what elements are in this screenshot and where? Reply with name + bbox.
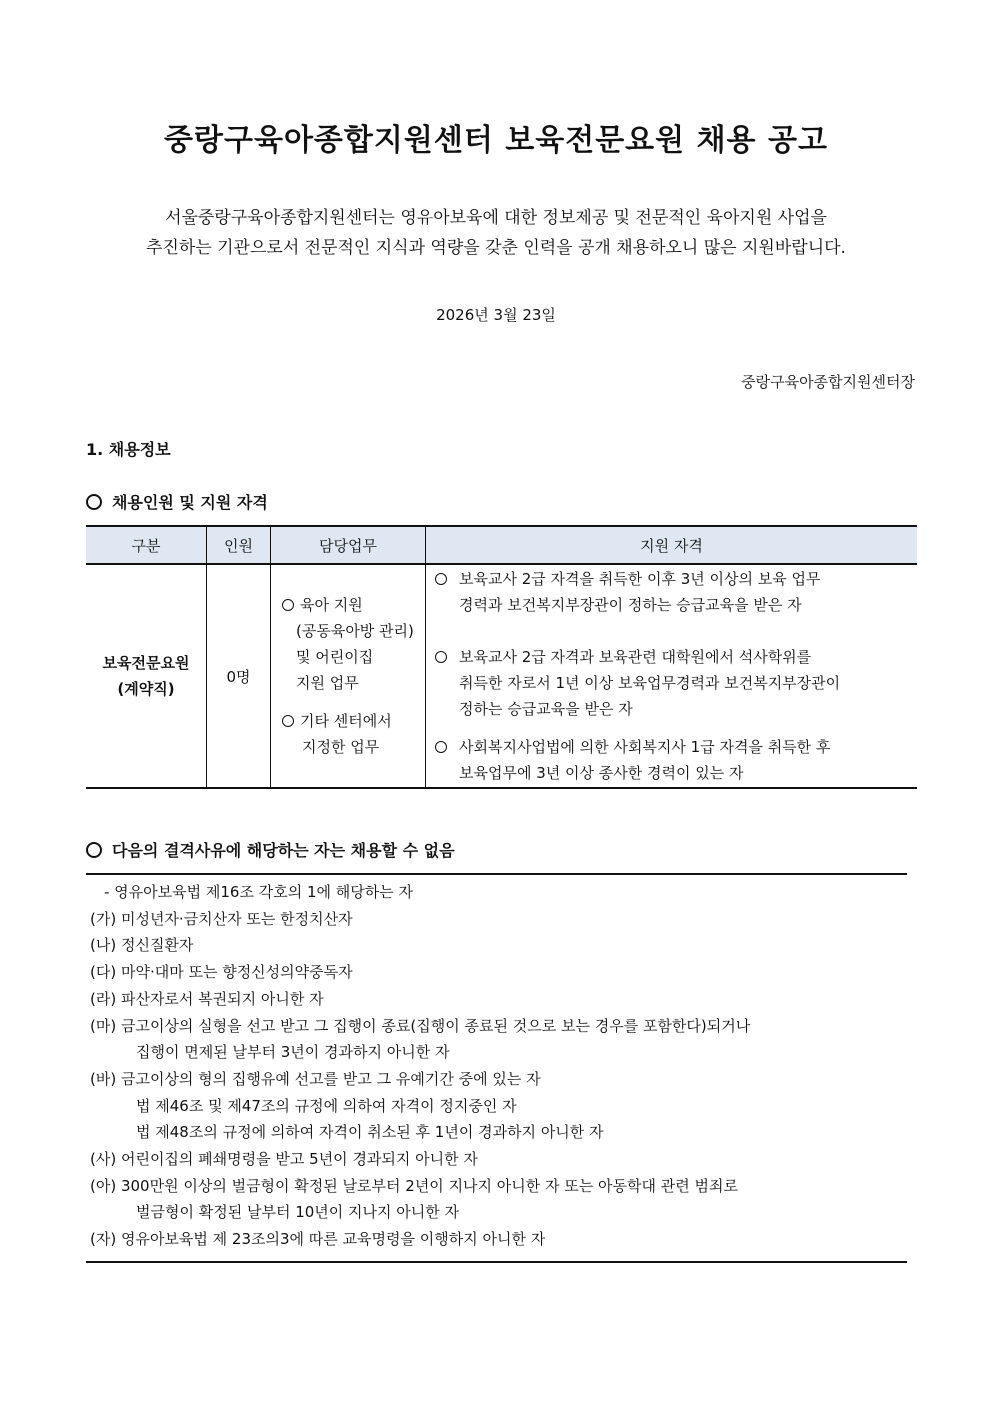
intro-paragraph xyxy=(60,203,932,263)
duty-item xyxy=(282,708,424,760)
duty-line: 지원 업무 xyxy=(296,674,359,692)
qualification-cell xyxy=(426,564,918,788)
subhead-label: 다음의 결격사유에 해당하는 자는 채용할 수 없음 xyxy=(112,841,455,860)
employment-type: (계약직) xyxy=(117,680,175,698)
duty-line: 및 어린이집 xyxy=(296,648,374,666)
qualification-line: 사회복지사업법에 의한 사회복지사 1급 자격을 취득한 후 xyxy=(459,738,831,756)
qualification-line: 보육교사 2급 자격과 보육관련 대학원에서 석사학위를 xyxy=(459,648,812,666)
disqualification-item: (나) 정신질환자 xyxy=(90,936,194,955)
qualification-text xyxy=(459,734,906,786)
qualification-list xyxy=(427,566,916,786)
disqualification-item-continued: 법 제46조 및 제47조의 규정에 의하여 자격이 정지중인 자 xyxy=(136,1096,517,1115)
circle-bullet-icon xyxy=(86,494,102,510)
qualification-line: 취득한 자로서 1년 이상 보육업무경력과 보건복지부장관이 xyxy=(459,674,841,692)
subhead-label: 채용인원 및 지원 자격 xyxy=(112,493,268,512)
qualification-mark xyxy=(435,644,459,722)
position-type: 보육전문요원 xyxy=(102,654,190,672)
table-header-cell: 담당업무 xyxy=(271,526,426,564)
intro-line: 서울중랑구육아종합지원센터는 영유아보육에 대한 정보제공 및 전문적인 육아지원 사업을 xyxy=(165,208,827,228)
qualification-line: 경력과 보건복지부장관이 정하는 승급교육을 받은 자 xyxy=(459,596,802,614)
disqualification-item-continued: 법 제48조의 규정에 의하여 자격이 취소된 후 1년이 경과하지 아니한 자 xyxy=(136,1123,604,1142)
duty-line xyxy=(282,708,424,734)
table-header-cell: 구분 xyxy=(86,526,207,564)
duty-list xyxy=(272,592,424,760)
duty-cell xyxy=(271,564,426,788)
announcement-date: 2026년 3월 23일 xyxy=(436,306,556,324)
duty-line: 지정한 업무 xyxy=(302,738,380,756)
duty-line xyxy=(282,592,424,618)
qualification-mark xyxy=(435,566,459,618)
qualification-text xyxy=(459,566,906,618)
circle-bullet-icon xyxy=(435,651,447,663)
qualification-item xyxy=(435,644,906,722)
table-header-cell: 지원 자격 xyxy=(426,526,918,564)
disqualification-item: (자) 영유아보육법 제 23조의3에 따른 교육명령을 이행하지 아니한 자 xyxy=(90,1230,546,1249)
recruit-table xyxy=(86,525,917,789)
circle-bullet-icon xyxy=(435,741,447,753)
disqualification-item-continued: 집행이 면제된 날부터 3년이 경과하지 아니한 자 xyxy=(136,1043,450,1062)
intro-line: 추진하는 기관으로서 전문적인 지식과 역량을 갖춘 인력을 공개 채용하오니 많은 지원바랍니다. xyxy=(146,238,846,258)
issuer-name: 중랑구육아종합지원센터장 xyxy=(741,373,915,391)
circle-bullet-icon xyxy=(282,715,294,727)
table-header-cell: 인원 xyxy=(207,526,271,564)
circle-bullet-icon xyxy=(435,573,447,585)
qualification-line: 정하는 승급교육을 받은 자 xyxy=(459,700,633,718)
section-title-recruit-info: 1. 채용정보 xyxy=(86,440,171,459)
page-title: 중랑구육아종합지원센터 보육전문요원 채용 공고 xyxy=(164,123,828,158)
qualification-text xyxy=(459,644,906,722)
duty-text: 기타 센터에서 xyxy=(300,712,392,730)
position-type-cell xyxy=(86,564,207,788)
disqualification-item: (아) 300만원 이상의 벌금형이 확정된 날로부터 2년이 지나지 아니한 자 또는 아동학대 관련 범죄로 xyxy=(90,1176,738,1195)
circle-bullet-icon xyxy=(86,842,102,858)
circle-bullet-icon xyxy=(282,599,294,611)
subhead-disqualification xyxy=(86,838,455,861)
disqualification-item-continued: 벌금형이 확정된 날부터 10년이 지나지 아니한 자 xyxy=(136,1203,460,1222)
duty-item xyxy=(282,592,424,696)
disqualification-item: (바) 금고이상의 형의 집행유예 선고를 받고 그 유예기간 중에 있는 자 xyxy=(90,1069,541,1088)
qualification-line: 보육업무에 3년 이상 종사한 경력이 있는 자 xyxy=(459,764,744,782)
qualification-line: 보육교사 2급 자격을 취득한 이후 3년 이상의 보육 업무 xyxy=(459,570,821,588)
disqualification-item: (다) 마약·대마 또는 향정신성의약중독자 xyxy=(90,963,353,982)
disqualification-item: (라) 파산자로서 복권되지 아니한 자 xyxy=(90,989,324,1008)
table-header-row xyxy=(86,526,917,564)
table-row xyxy=(86,564,917,788)
duty-text: 육아 지원 xyxy=(300,596,363,614)
headcount-cell: 0명 xyxy=(207,564,271,788)
duty-line: (공동육아방 관리) xyxy=(296,622,414,640)
qualification-item xyxy=(435,734,906,786)
qualification-item xyxy=(435,566,906,618)
disqualification-intro: - 영유아보육법 제16조 각호의 1에 해당하는 자 xyxy=(104,883,413,901)
subhead-recruit-qualification xyxy=(86,490,268,513)
disqualification-box xyxy=(86,873,907,1263)
disqualification-item: (가) 미성년자·금치산자 또는 한정치산자 xyxy=(90,909,353,928)
qualification-mark xyxy=(435,734,459,786)
disqualification-item: (마) 금고이상의 실형을 선고 받고 그 집행이 종료(집행이 종료된 것으로 보는 경우를 포함한다)되거나 xyxy=(90,1016,751,1035)
disqualification-item: (사) 어린이집의 폐쇄명령을 받고 5년이 경과되지 아니한 자 xyxy=(90,1150,478,1169)
